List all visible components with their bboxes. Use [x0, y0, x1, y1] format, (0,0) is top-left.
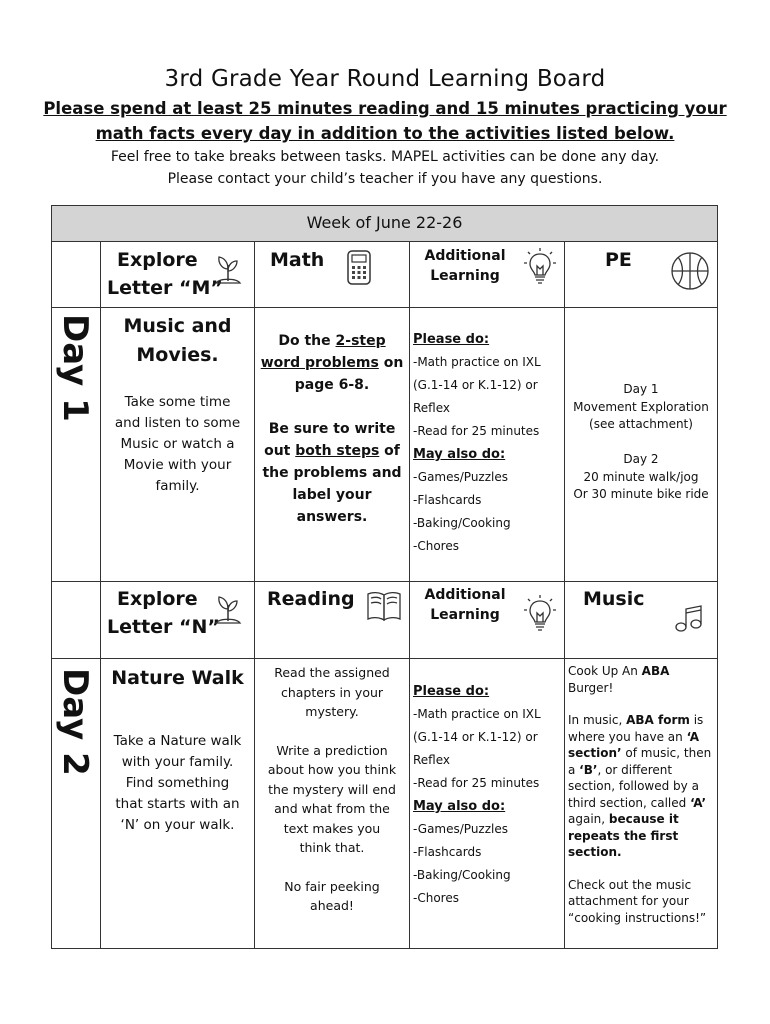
music-text-bold: ABA form [626, 713, 690, 727]
day2-label: Day 2 [55, 668, 95, 776]
day1-explore-title-2: Movies. [136, 344, 219, 366]
music-text: , or different section, followed by a third section, called [568, 762, 699, 810]
math-text-underlined: 2-step [335, 333, 386, 349]
music-text: Cook Up An [568, 664, 642, 678]
music-text: again, [568, 812, 609, 826]
day1-math-cell [255, 330, 409, 528]
pe-line: Movement Exploration [573, 399, 709, 414]
lightbulb-icon [522, 593, 558, 633]
may-also-do-heading: May also do: [413, 447, 506, 462]
reading-line: mystery. [305, 704, 359, 719]
day2-explore-line: with your family. [121, 754, 234, 770]
lightbulb-icon [522, 246, 558, 286]
additional-item: -Flashcards [413, 845, 482, 859]
additional-item: -Games/Puzzles [413, 822, 508, 836]
math-text: Be sure to write [268, 421, 396, 437]
pe-line: Day 1 [623, 382, 659, 396]
instruction-line-2: math facts every day in addition to the activities listed below. [95, 124, 675, 143]
music-text-bold: ‘A section’ [568, 729, 700, 760]
sprout-icon [212, 591, 244, 627]
additional-item: -Flashcards [413, 493, 482, 507]
day1-math-header: Math [270, 249, 325, 271]
please-do-heading: Please do: [413, 684, 490, 699]
music-text-bold: ‘B’ [579, 762, 598, 777]
music-paragraph-2 [568, 712, 714, 861]
day2-explore-line: Find something [125, 775, 230, 791]
pe-line: 20 minute walk/jog [583, 469, 699, 484]
sprout-icon [212, 251, 244, 287]
reading-line: the mystery will end [268, 781, 396, 797]
additional-item: -Math practice on IXL [413, 707, 541, 721]
week-banner: Week of June 22-26 [52, 206, 717, 242]
pe-line: Day 2 [623, 452, 659, 466]
day1-explore-title-1: Music and [123, 315, 232, 337]
music-text-bold: ‘A’ [690, 795, 707, 810]
additional-item: (G.1-14 or K.1-12) or [413, 378, 538, 392]
day1-explore-line: Movie with your [123, 457, 232, 473]
math-text: of [379, 443, 400, 459]
reading-line: text makes you [283, 820, 381, 836]
additional-item: -Read for 25 minutes [413, 424, 540, 438]
may-also-do-heading: May also do: [413, 799, 506, 814]
math-text-underlined: word problems [260, 355, 379, 371]
math-text: label your [292, 487, 372, 503]
learning-board [51, 205, 718, 949]
additional-header-line2: Learning [430, 607, 500, 623]
day2-music-header: Music [583, 588, 645, 610]
music-note-icon [674, 604, 704, 634]
day1-additional-cell [413, 328, 563, 558]
additional-item: -Chores [413, 891, 459, 905]
day1-explore-line: and listen to some [114, 415, 241, 431]
reading-line: and what from the [274, 801, 390, 816]
day2-reading-cell [255, 663, 409, 916]
reading-line: Write a prediction [276, 742, 388, 758]
book-icon [365, 589, 403, 623]
additional-header-line2: Learning [430, 268, 500, 284]
math-text: page 6-8. [294, 377, 370, 393]
math-text-underlined: both steps [295, 443, 380, 459]
additional-item: -Read for 25 minutes [413, 776, 540, 790]
reading-line: Read the assigned [274, 665, 390, 680]
day1-explore-cell [101, 312, 254, 497]
day2-explore-line: that starts with an [115, 796, 240, 812]
day2-music-cell [568, 663, 714, 926]
additional-header-line1: Additional [424, 587, 506, 603]
math-text: answers. [296, 509, 368, 525]
music-paragraph-1 [568, 663, 714, 696]
explore-header-line2: Letter “N” [107, 616, 220, 638]
music-text-bold: ABA [641, 664, 670, 678]
math-text: Do the [278, 333, 336, 349]
explore-header-line2: Letter “M” [107, 277, 223, 299]
additional-item: -Games/Puzzles [413, 470, 508, 484]
music-text: is where you have an [568, 713, 704, 744]
pe-line: Or 30 minute bike ride [573, 487, 709, 501]
day1-label: Day 1 [55, 314, 95, 422]
explore-header-line1: Explore [117, 249, 198, 271]
additional-header-line1: Additional [424, 248, 506, 264]
music-text: of music, then a [568, 746, 712, 777]
day2-explore-title: Nature Walk [111, 667, 244, 689]
pe-line: (see attachment) [589, 417, 693, 431]
day1-explore-line: Take some time [124, 394, 231, 410]
additional-item: -Baking/Cooking [413, 516, 511, 530]
additional-item: -Baking/Cooking [413, 868, 511, 882]
math-text: on [378, 355, 404, 371]
note-line-2: Please contact your child’s teacher if you have any questions. [167, 171, 603, 187]
instruction-line-1: Please spend at least 25 minutes reading and 15 minutes practicing your [43, 99, 727, 118]
additional-item: Reflex [413, 753, 451, 767]
additional-item: -Math practice on IXL [413, 355, 541, 369]
additional-item: (G.1-14 or K.1-12) or [413, 730, 538, 744]
day2-additional-header [410, 585, 520, 645]
music-paragraph-3: Check out the music attachment for your “cooking instructions!” [568, 877, 707, 925]
reading-line: think that. [299, 840, 365, 855]
note-line-1: Feel free to take breaks between tasks. MAPEL activities can be done any day. [110, 149, 660, 165]
reading-line: about how you think [267, 762, 397, 777]
day2-explore-line: ‘N’ on your walk. [120, 817, 235, 833]
reading-line: chapters in your [280, 684, 384, 700]
day1-pe-cell [565, 381, 717, 504]
day2-explore-cell [101, 664, 254, 836]
reading-line: No fair peeking [284, 878, 380, 894]
reading-line: ahead! [310, 898, 354, 913]
day2-additional-cell [413, 680, 563, 910]
calculator-icon [345, 249, 373, 287]
additional-item: Reflex [413, 401, 451, 415]
music-text: In music, [568, 713, 627, 727]
explore-header-line1: Explore [117, 588, 198, 610]
day1-explore-line: Music or watch a [120, 436, 235, 452]
day2-reading-header: Reading [267, 588, 355, 610]
music-text: Burger! [568, 680, 614, 695]
please-do-heading: Please do: [413, 332, 490, 347]
additional-item: -Chores [413, 539, 459, 553]
page-title: 3rd Grade Year Round Learning Board [164, 66, 606, 92]
music-text-bold: because it repeats the first section. [568, 812, 679, 859]
day1-explore-line: family. [155, 478, 200, 494]
math-text: the problems and [262, 465, 402, 481]
day2-explore-line: Take a Nature walk [113, 733, 242, 749]
day1-pe-header: PE [605, 249, 632, 271]
basketball-icon [670, 251, 710, 291]
day1-additional-header [410, 246, 520, 306]
math-text: out [264, 443, 296, 459]
